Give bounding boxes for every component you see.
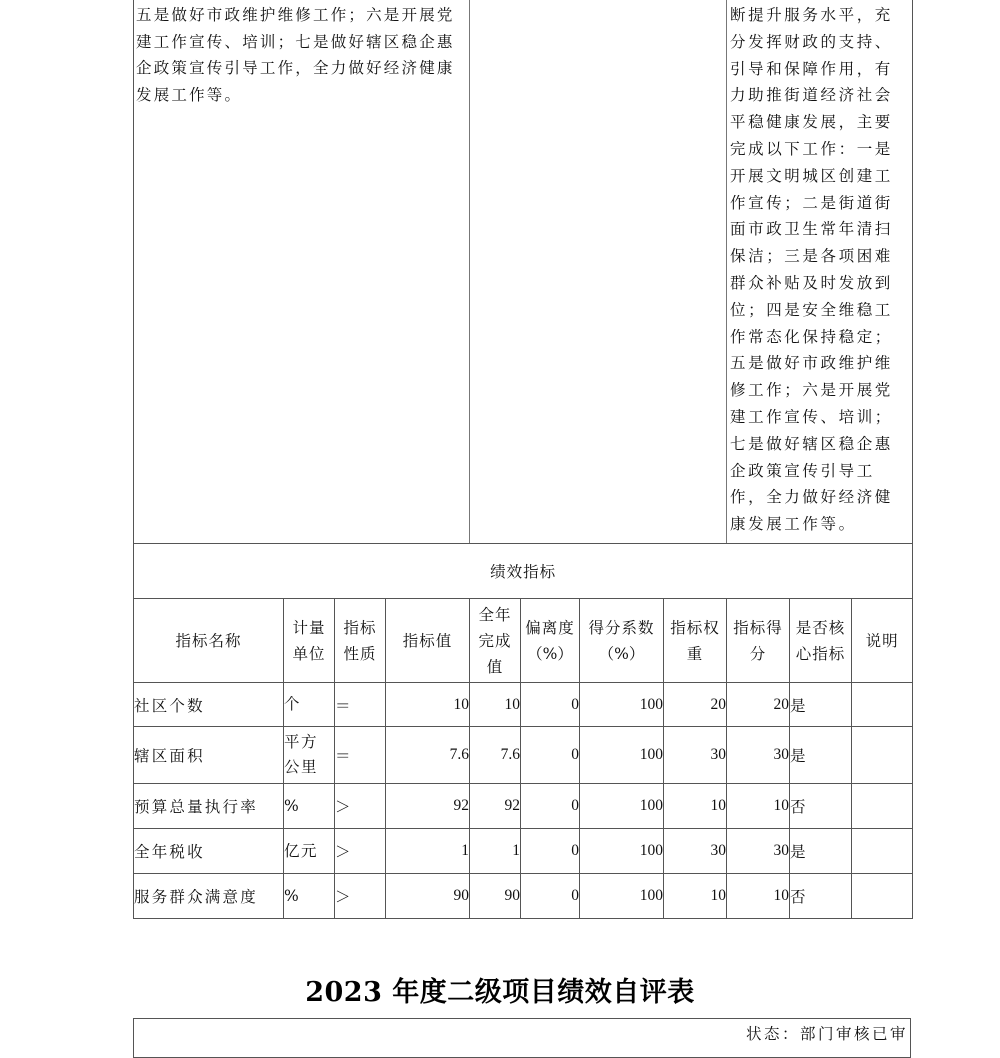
indicator-name: 社区个数 [134, 683, 284, 727]
table-row [134, 727, 913, 784]
indicator-note [852, 829, 913, 874]
indicator-is-core: 是 [790, 829, 852, 874]
header-note: 说明 [852, 599, 913, 683]
performance-indicator-table [133, 543, 913, 919]
indicator-unit: 个 [284, 683, 335, 727]
form-title: 2023 年度二级项目绩效自评表 [305, 977, 695, 1008]
indicator-target: 92 [386, 784, 470, 829]
indicator-unit: 亿元 [284, 829, 335, 874]
indicator-deviation: 0 [521, 784, 580, 829]
indicator-weight: 10 [664, 784, 727, 829]
section-header-row [134, 544, 913, 599]
indicator-target: 90 [386, 874, 470, 919]
column-header-row [134, 599, 913, 683]
table-row [134, 829, 913, 874]
indicator-weight: 10 [664, 874, 727, 919]
indicator-nature: ＞ [335, 829, 386, 874]
header-unit: 计量单位 [284, 599, 335, 683]
header-name: 指标名称 [134, 599, 284, 683]
indicator-note [852, 727, 913, 784]
indicator-name: 预算总量执行率 [134, 784, 284, 829]
indicator-score: 10 [727, 874, 790, 919]
indicator-deviation: 0 [521, 874, 580, 919]
actual-completion-text: 断提升服务水平，充分发挥财政的支持、引导和保障作用，有力助推街道经济社会平稳健康发展，主要完成以下工作：一是开展文明城区创建工作宣传；二是街道街面市政卫生常年清扫保洁；三是各项困难群众补贴及时发放到位；四是安全维稳工作常态化保持稳定；五是做好市政维护维修工作；六是开展党建工作宣传、培训；七是做好辖区稳企惠企政策宣传引导工作，全力做好经济健康发展工作等。 [730, 6, 893, 534]
indicator-score: 20 [727, 683, 790, 727]
section-title: 绩效指标 [134, 544, 913, 599]
indicator-is-core: 是 [790, 727, 852, 784]
indicator-note [852, 874, 913, 919]
header-weight: 指标权重 [664, 599, 727, 683]
indicator-nature: ＝ [335, 683, 386, 727]
indicator-score: 10 [727, 784, 790, 829]
indicator-score-coefficient: 100 [580, 874, 664, 919]
indicator-weight: 30 [664, 829, 727, 874]
status-box [133, 1018, 911, 1058]
indicator-score: 30 [727, 829, 790, 874]
indicator-name: 辖区面积 [134, 727, 284, 784]
header-target: 指标值 [386, 599, 470, 683]
header-actual: 全年完成值 [470, 599, 521, 683]
table-row [134, 874, 913, 919]
indicator-actual: 7.6 [470, 727, 521, 784]
indicator-name: 全年税收 [134, 829, 284, 874]
header-deviation: 偏离度 （%） [521, 599, 580, 683]
empty-middle-cell [470, 0, 727, 543]
indicator-deviation: 0 [521, 727, 580, 784]
indicator-actual: 90 [470, 874, 521, 919]
header-score-coefficient: 得分系数 （%） [580, 599, 664, 683]
project-overview-continuation [133, 0, 913, 543]
indicator-nature: ＞ [335, 874, 386, 919]
table-row [134, 683, 913, 727]
indicator-deviation: 0 [521, 683, 580, 727]
indicator-score-coefficient: 100 [580, 829, 664, 874]
indicator-note [852, 683, 913, 727]
header-is-core: 是否核心指标 [790, 599, 852, 683]
indicator-nature: ＝ [335, 727, 386, 784]
indicator-is-core: 是 [790, 683, 852, 727]
indicator-score-coefficient: 100 [580, 784, 664, 829]
indicator-score-coefficient: 100 [580, 727, 664, 784]
indicator-unit: 平方公里 [284, 727, 335, 784]
actual-completion-cell [727, 0, 912, 543]
annual-goal-cell [134, 0, 470, 543]
indicator-weight: 30 [664, 727, 727, 784]
indicator-is-core: 否 [790, 874, 852, 919]
indicator-unit: % [284, 784, 335, 829]
indicator-target: 1 [386, 829, 470, 874]
indicator-unit: % [284, 874, 335, 919]
indicator-is-core: 否 [790, 784, 852, 829]
indicator-score: 30 [727, 727, 790, 784]
indicator-score-coefficient: 100 [580, 683, 664, 727]
indicator-actual: 92 [470, 784, 521, 829]
indicator-actual: 1 [470, 829, 521, 874]
indicator-deviation: 0 [521, 829, 580, 874]
indicator-name: 服务群众满意度 [134, 874, 284, 919]
table-row [134, 784, 913, 829]
indicator-nature: ＞ [335, 784, 386, 829]
indicator-actual: 10 [470, 683, 521, 727]
indicator-weight: 20 [664, 683, 727, 727]
indicator-note [852, 784, 913, 829]
header-nature: 指标性质 [335, 599, 386, 683]
review-status: 状态：部门审核已审 [745, 1025, 908, 1043]
annual-goal-text: 五是做好市政维护维修工作；六是开展党建工作宣传、培训；七是做好辖区稳企惠企政策宣传引导工作，全力做好经济健康发展工作等。 [136, 6, 455, 104]
header-score: 指标得分 [727, 599, 790, 683]
indicator-target: 7.6 [386, 727, 470, 784]
indicator-target: 10 [386, 683, 470, 727]
